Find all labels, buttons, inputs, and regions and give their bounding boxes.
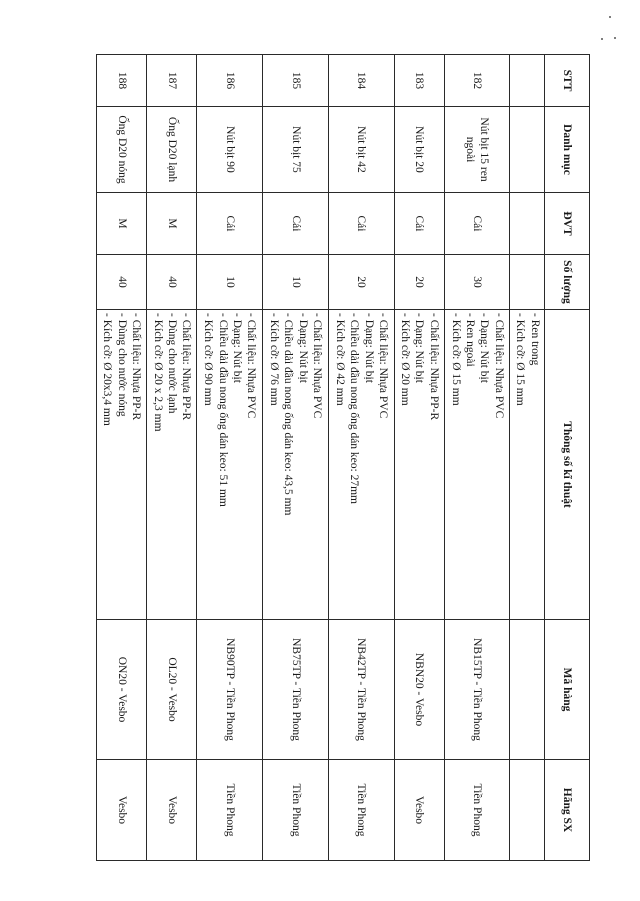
spec-line: - Kích cỡ: Ø 42 mm bbox=[333, 313, 346, 406]
row-spec bbox=[197, 310, 263, 620]
row-name: Nút bịt 42 bbox=[328, 107, 394, 193]
spec-line: - Kích cỡ: Ø 15 mm bbox=[514, 313, 527, 406]
spec-line: - Kích cỡ: Ø 20 x 2,3 mm bbox=[151, 313, 164, 432]
spec-line: - Chất liệu: Nhựa PVC bbox=[311, 313, 324, 419]
row-spec bbox=[394, 310, 444, 620]
table-row bbox=[444, 55, 510, 861]
row-maker bbox=[510, 760, 545, 861]
spec-line: - Kích cỡ: Ø 76 mm bbox=[268, 313, 281, 406]
spec-line: - Dạng: Nút bịt bbox=[362, 313, 375, 383]
row-qty: 10 bbox=[263, 255, 329, 310]
row-code bbox=[510, 620, 545, 760]
scan-speck bbox=[614, 37, 616, 39]
row-name bbox=[510, 107, 545, 193]
row-unit: Cái bbox=[263, 193, 329, 255]
row-stt: 185 bbox=[263, 55, 329, 107]
row-maker: Tiền Phong bbox=[328, 760, 394, 861]
row-stt: 187 bbox=[147, 55, 197, 107]
spec-line: - Chất liệu: Nhựa PVC bbox=[376, 313, 389, 419]
row-stt: 183 bbox=[394, 55, 444, 107]
row-unit bbox=[510, 193, 545, 255]
spec-line: - Chất liệu: Nhựa PP-R bbox=[427, 313, 440, 421]
row-name: Nút bịt 90 bbox=[197, 107, 263, 193]
row-code: ON20 - Vesbo bbox=[97, 620, 147, 760]
row-maker: Tiền Phong bbox=[263, 760, 329, 861]
row-qty bbox=[510, 255, 545, 310]
spec-line: - Ren ngoài bbox=[464, 313, 477, 367]
spec-line: - Dạng: Nút bịt bbox=[413, 313, 426, 383]
row-code: NB15TP - Tiền Phong bbox=[444, 620, 510, 760]
row-spec bbox=[147, 310, 197, 620]
header-code: Mã hàng bbox=[545, 620, 590, 760]
row-qty: 20 bbox=[394, 255, 444, 310]
row-qty: 30 bbox=[444, 255, 510, 310]
row-maker: Vesbo bbox=[394, 760, 444, 861]
row-code: NBN20 - Vesbo bbox=[394, 620, 444, 760]
row-name: Ống D20 lạnh bbox=[147, 107, 197, 193]
spec-line: - Ren trong bbox=[528, 313, 541, 366]
table-body bbox=[97, 55, 545, 861]
row-qty: 40 bbox=[97, 255, 147, 310]
spec-table bbox=[96, 54, 590, 861]
scan-speck bbox=[609, 16, 611, 18]
spec-line: - Dạng: Nút bịt bbox=[231, 313, 244, 383]
table-row bbox=[97, 55, 147, 861]
scan-speck bbox=[601, 38, 603, 40]
row-maker: Tiền Phong bbox=[444, 760, 510, 861]
row-name: Nút bịt 75 bbox=[263, 107, 329, 193]
row-qty: 40 bbox=[147, 255, 197, 310]
row-spec bbox=[510, 310, 545, 620]
row-code: NB75TP - Tiền Phong bbox=[263, 620, 329, 760]
spec-line: - Kích cỡ: Ø 90 mm bbox=[202, 313, 215, 406]
row-unit: M bbox=[147, 193, 197, 255]
spec-line: - Dùng cho nước nóng bbox=[115, 313, 128, 417]
row-code: NB90TP - Tiền Phong bbox=[197, 620, 263, 760]
row-maker: Tiền Phong bbox=[197, 760, 263, 861]
row-unit: Cái bbox=[394, 193, 444, 255]
row-qty: 10 bbox=[197, 255, 263, 310]
row-stt: 186 bbox=[197, 55, 263, 107]
header-stt: STT bbox=[545, 55, 590, 107]
table-row bbox=[263, 55, 329, 861]
header-name: Danh mục bbox=[545, 107, 590, 193]
table-row bbox=[197, 55, 263, 861]
table-row bbox=[147, 55, 197, 861]
spec-line: - Chiều dài đầu nong ống dán keo: 27mm bbox=[348, 313, 361, 504]
spec-line: - Kích cỡ: Ø 20x3,4 mm bbox=[101, 313, 114, 426]
row-unit: Cái bbox=[444, 193, 510, 255]
row-name: Nút bịt 15 ren ngoài bbox=[444, 107, 510, 193]
header-unit: ĐVT bbox=[545, 193, 590, 255]
header-maker: Hãng SX bbox=[545, 760, 590, 861]
row-name: Nút bịt 20 bbox=[394, 107, 444, 193]
header-spec: Thông số kĩ thuật bbox=[545, 310, 590, 620]
spec-line: - Chất liệu: Nhựa PP-R bbox=[130, 313, 143, 421]
row-stt bbox=[510, 55, 545, 107]
row-code: OL20 - Vesbo bbox=[147, 620, 197, 760]
row-spec bbox=[328, 310, 394, 620]
row-qty: 20 bbox=[328, 255, 394, 310]
row-spec bbox=[263, 310, 329, 620]
spec-line: - Dạng: Nút bịt bbox=[478, 313, 491, 383]
spec-line: - Kích cỡ: Ø 20 mm bbox=[398, 313, 411, 406]
row-stt: 188 bbox=[97, 55, 147, 107]
table-row bbox=[328, 55, 394, 861]
row-maker: Vesbo bbox=[97, 760, 147, 861]
table-row bbox=[394, 55, 444, 861]
spec-line: - Chất liệu: Nhựa PP-R bbox=[180, 313, 193, 421]
row-unit: Cái bbox=[328, 193, 394, 255]
row-name: Ống D20 nóng bbox=[97, 107, 147, 193]
row-spec bbox=[444, 310, 510, 620]
header-qty: Số lượng bbox=[545, 255, 590, 310]
row-stt: 184 bbox=[328, 55, 394, 107]
spec-line: - Chiều dài đầu nong ống dán keo: 51 mm bbox=[216, 313, 229, 507]
spec-line: - Dùng cho nước lạnh bbox=[165, 313, 178, 414]
row-spec bbox=[97, 310, 147, 620]
row-unit: Cái bbox=[197, 193, 263, 255]
spec-line: - Chiều dài đầu nong ống dán keo: 43,5 mm bbox=[282, 313, 295, 516]
rotated-table-wrapper bbox=[96, 54, 590, 860]
row-unit: M bbox=[97, 193, 147, 255]
spec-line: - Dạng: Nút bịt bbox=[296, 313, 309, 383]
row-code: NB42TP - Tiền Phong bbox=[328, 620, 394, 760]
spec-line: - Chất liệu: Nhựa PVC bbox=[245, 313, 258, 419]
row-maker: Vesbo bbox=[147, 760, 197, 861]
row-stt: 182 bbox=[444, 55, 510, 107]
table-row bbox=[510, 55, 545, 861]
header-row bbox=[545, 55, 590, 861]
spec-line: - Chất liệu: Nhựa PVC bbox=[492, 313, 505, 419]
spec-line: - Kích cỡ: Ø 15 mm bbox=[449, 313, 462, 406]
